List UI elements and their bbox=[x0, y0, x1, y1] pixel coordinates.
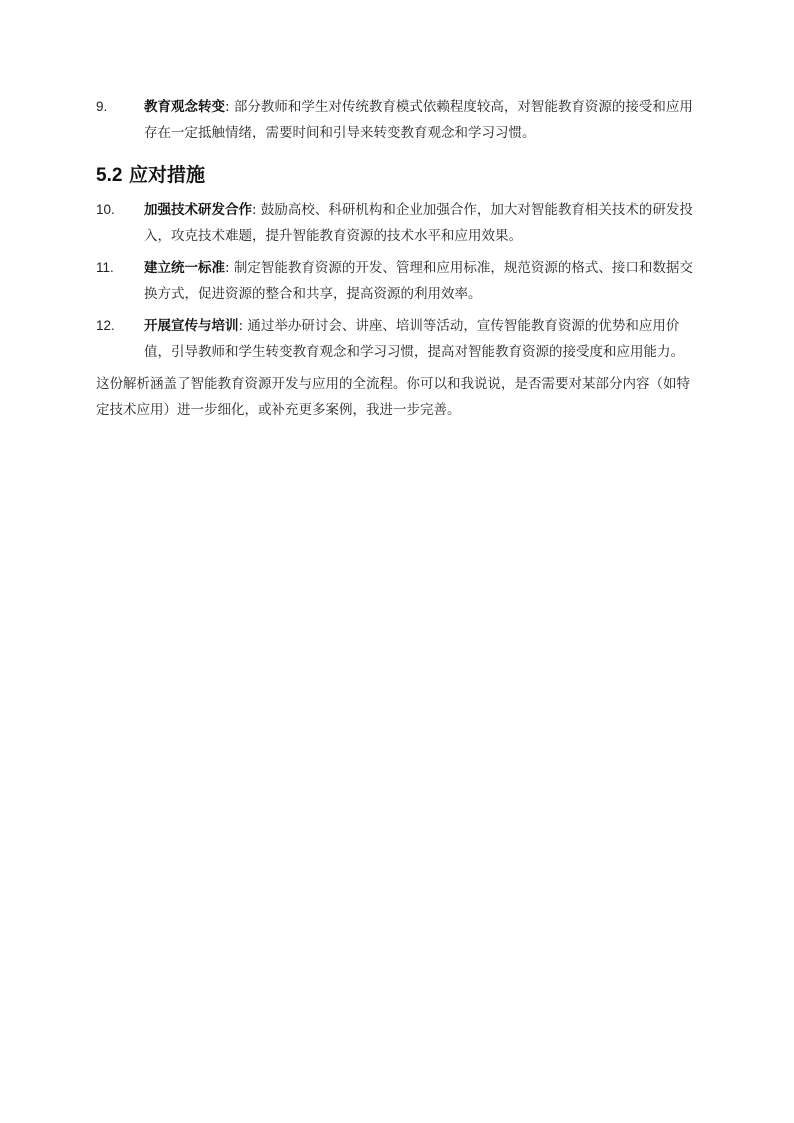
list-item-11 bbox=[96, 255, 700, 307]
list-item-9 bbox=[96, 94, 700, 146]
list-item-number: 12. bbox=[96, 318, 115, 333]
list-item-10 bbox=[96, 197, 700, 249]
list-item-term: 教育观念转变 bbox=[144, 99, 225, 115]
list-item-number: 11. bbox=[96, 260, 114, 275]
list-item-text: 制定智能教育资源的开发、管理和应用标准，规范资源的格式、接口和数据交换方式，促进资源的整合和共享，提高资源的利用效率。 bbox=[144, 260, 693, 302]
document-content bbox=[96, 94, 700, 437]
list-item-colon: : bbox=[225, 260, 230, 276]
list-item-colon: : bbox=[252, 202, 257, 218]
list-item-colon: : bbox=[225, 99, 230, 115]
list-item-number: 10. bbox=[96, 202, 115, 217]
section-heading bbox=[96, 160, 700, 191]
closing-paragraph: 这份解析涵盖了智能教育资源开发与应用的全流程。你可以和我说说，是否需要对某部分内容（如特定技术应用）进一步细化，或补充更多案例，我进一步完善。 bbox=[96, 376, 690, 418]
list-item-term: 加强技术研发合作 bbox=[144, 202, 252, 218]
list-item-12 bbox=[96, 313, 700, 365]
list-item-text: 鼓励高校、科研机构和企业加强合作，加大对智能教育相关技术的研发投入，攻克技术难题，提升智能教育资源的技术水平和应用效果。 bbox=[144, 202, 693, 244]
section-title: 应对措施 bbox=[129, 164, 206, 186]
section-number: 5.2 bbox=[96, 165, 123, 186]
list-item-term: 建立统一标准 bbox=[144, 260, 225, 276]
list-item-text: 部分教师和学生对传统教育模式依赖程度较高，对智能教育资源的接受和应用存在一定抵触情绪，需要时间和引导来转变教育观念和学习习惯。 bbox=[144, 99, 693, 141]
list-item-term: 开展宣传与培训 bbox=[144, 318, 239, 334]
list-item-colon: : bbox=[238, 318, 244, 334]
list-item-text: 通过举办研讨会、讲座、培训等活动，宣传智能教育资源的优势和应用价值，引导教师和学生转变教育观念和学习习惯，提高对智能教育资源的接受度和应用能力。 bbox=[144, 318, 684, 360]
list-item-number: 9. bbox=[96, 99, 108, 114]
